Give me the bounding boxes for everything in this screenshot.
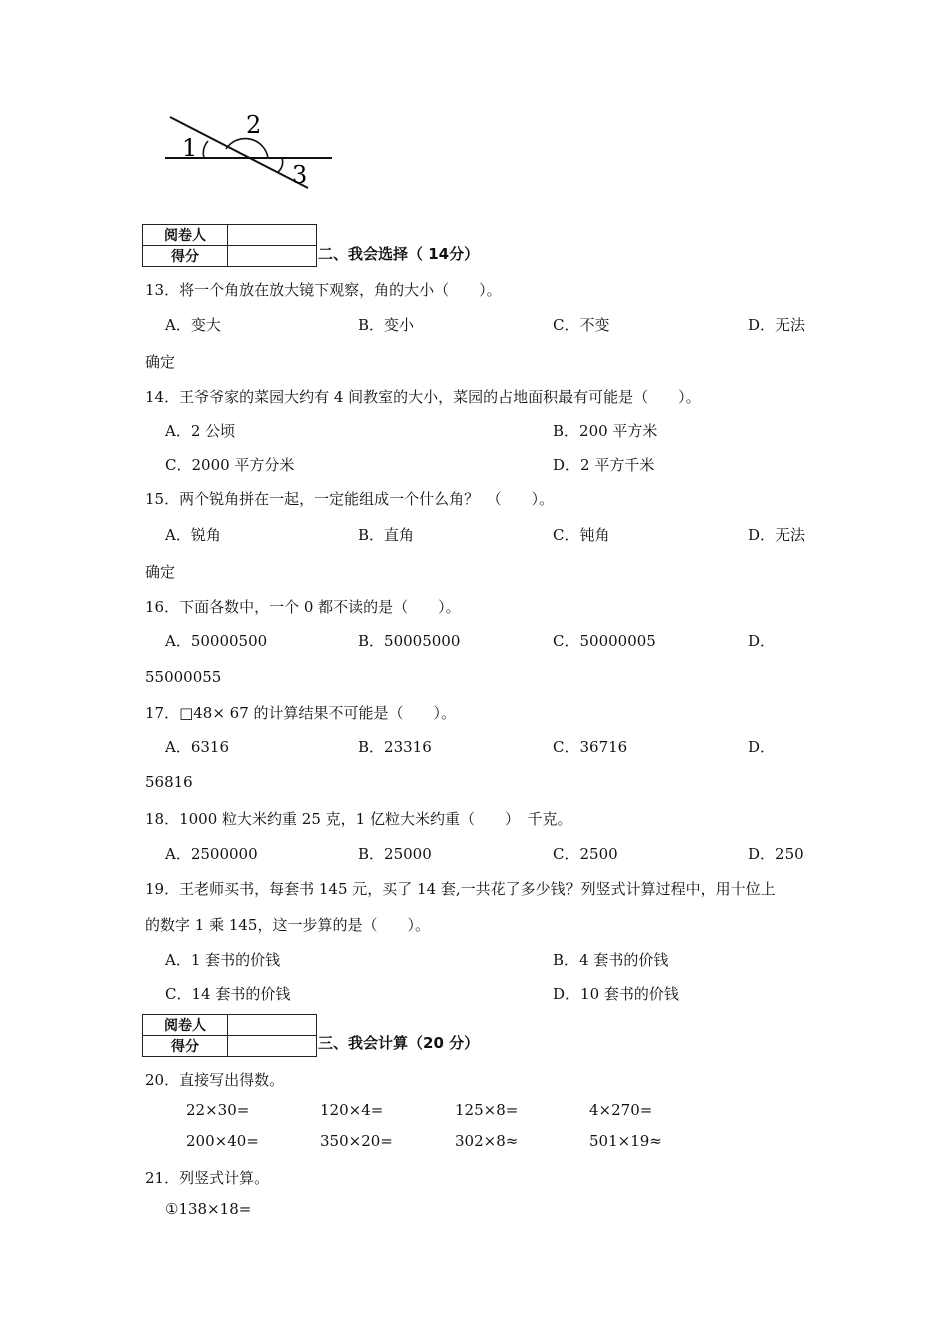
q14-stem: 14．王爷爷家的菜园大约有 4 间教室的大小，菜园的占地面积最有可能是（ ）。 xyxy=(145,388,701,406)
angle-arc-1 xyxy=(203,141,208,158)
q13-option-c[interactable]: C．不变 xyxy=(553,316,610,334)
q20-stem: 20．直接写出得数。 xyxy=(145,1071,285,1089)
section2-title: 二、我会选择（ 14分） xyxy=(318,245,480,263)
q17-option-d-cont: 56816 xyxy=(145,773,193,791)
q20-expr: 302×8≈ xyxy=(455,1132,519,1150)
q19-option-a[interactable]: A．1 套书的价钱 xyxy=(165,951,281,969)
angle-figure xyxy=(160,110,340,195)
q18-stem: 18．1000 粒大米约重 25 克，1 亿粒大米约重（ ） 千克。 xyxy=(145,810,573,828)
q15-option-d[interactable]: D．无法 xyxy=(748,526,806,544)
q19-option-d[interactable]: D．10 套书的价钱 xyxy=(553,985,679,1003)
q19-option-c[interactable]: C．14 套书的价钱 xyxy=(165,985,291,1003)
angle-label-1: 1 xyxy=(182,134,198,162)
reviewer-blank[interactable] xyxy=(228,225,317,246)
q20-expr: 200×40= xyxy=(186,1132,259,1150)
q16-option-c[interactable]: C．50000005 xyxy=(553,632,656,650)
q20-expr: 22×30= xyxy=(186,1101,250,1119)
q15-option-d-cont: 确定 xyxy=(145,563,176,581)
q16-stem: 16．下面各数中，一个 0 都不读的是（ ）。 xyxy=(145,598,461,616)
score-blank[interactable] xyxy=(228,1036,317,1057)
score-box-section3 xyxy=(142,1014,317,1057)
q20-expr: 350×20= xyxy=(320,1132,393,1150)
q16-option-b[interactable]: B．50005000 xyxy=(358,632,461,650)
q17-option-c[interactable]: C．36716 xyxy=(553,738,628,756)
reviewer-blank[interactable] xyxy=(228,1015,317,1036)
q21-stem: 21．列竖式计算。 xyxy=(145,1169,270,1187)
q18-option-c[interactable]: C．2500 xyxy=(553,845,618,863)
q18-option-b[interactable]: B．25000 xyxy=(358,845,432,863)
q18-option-d[interactable]: D．250 xyxy=(748,845,804,863)
q15-option-a[interactable]: A．锐角 xyxy=(165,526,221,544)
score-blank[interactable] xyxy=(228,246,317,267)
reviewer-label: 阅卷人 xyxy=(143,1015,228,1036)
q20-expr: 501×19≈ xyxy=(589,1132,662,1150)
angle-arc-3 xyxy=(278,158,283,172)
q16-option-d[interactable]: D． xyxy=(748,632,776,650)
q13-option-d[interactable]: D．无法 xyxy=(748,316,806,334)
q13-option-b[interactable]: B．变小 xyxy=(358,316,415,334)
section3-title: 三、我会计算（20 分） xyxy=(318,1034,480,1052)
q15-stem: 15．两个锐角拼在一起，一定能组成一个什么角？ （ ）。 xyxy=(145,490,555,508)
q15-option-c[interactable]: C．钝角 xyxy=(553,526,610,544)
q13-option-a[interactable]: A．变大 xyxy=(165,316,221,334)
q20-expr: 4×270= xyxy=(589,1101,653,1119)
score-box-section2 xyxy=(142,224,317,267)
score-label: 得分 xyxy=(143,1036,228,1057)
q19-option-b[interactable]: B．4 套书的价钱 xyxy=(553,951,669,969)
q18-option-a[interactable]: A．2500000 xyxy=(165,845,258,863)
q13-option-d-cont: 确定 xyxy=(145,353,176,371)
q14-option-b[interactable]: B．200 平方米 xyxy=(553,422,658,440)
score-label: 得分 xyxy=(143,246,228,267)
q19-stem-line2: 的数字 1 乘 145，这一步算的是（ ）。 xyxy=(145,916,430,934)
q21-item1: ①138×18= xyxy=(165,1200,252,1218)
reviewer-label: 阅卷人 xyxy=(143,225,228,246)
q14-option-d[interactable]: D．2 平方千米 xyxy=(553,456,655,474)
q15-option-b[interactable]: B．直角 xyxy=(358,526,415,544)
q20-expr: 120×4= xyxy=(320,1101,384,1119)
q20-expr: 125×8= xyxy=(455,1101,519,1119)
q17-option-d[interactable]: D． xyxy=(748,738,776,756)
q14-option-c[interactable]: C．2000 平方分米 xyxy=(165,456,295,474)
angle-label-3: 3 xyxy=(292,161,308,189)
angle-label-2: 2 xyxy=(246,111,262,139)
q16-option-a[interactable]: A．50000500 xyxy=(165,632,268,650)
q17-stem: 17．□48× 67 的计算结果不可能是（ ）。 xyxy=(145,704,457,722)
q14-option-a[interactable]: A．2 公顷 xyxy=(165,422,236,440)
q19-stem-line1: 19．王老师买书，每套书 145 元，买了 14 套,一共花了多少钱？列竖式计算过程中，用十位上 xyxy=(145,880,776,898)
q16-option-d-cont: 55000055 xyxy=(145,668,222,686)
q17-option-b[interactable]: B．23316 xyxy=(358,738,432,756)
q13-stem: 13．将一个角放在放大镜下观察，角的大小（ ）。 xyxy=(145,281,502,299)
q17-option-a[interactable]: A．6316 xyxy=(165,738,230,756)
